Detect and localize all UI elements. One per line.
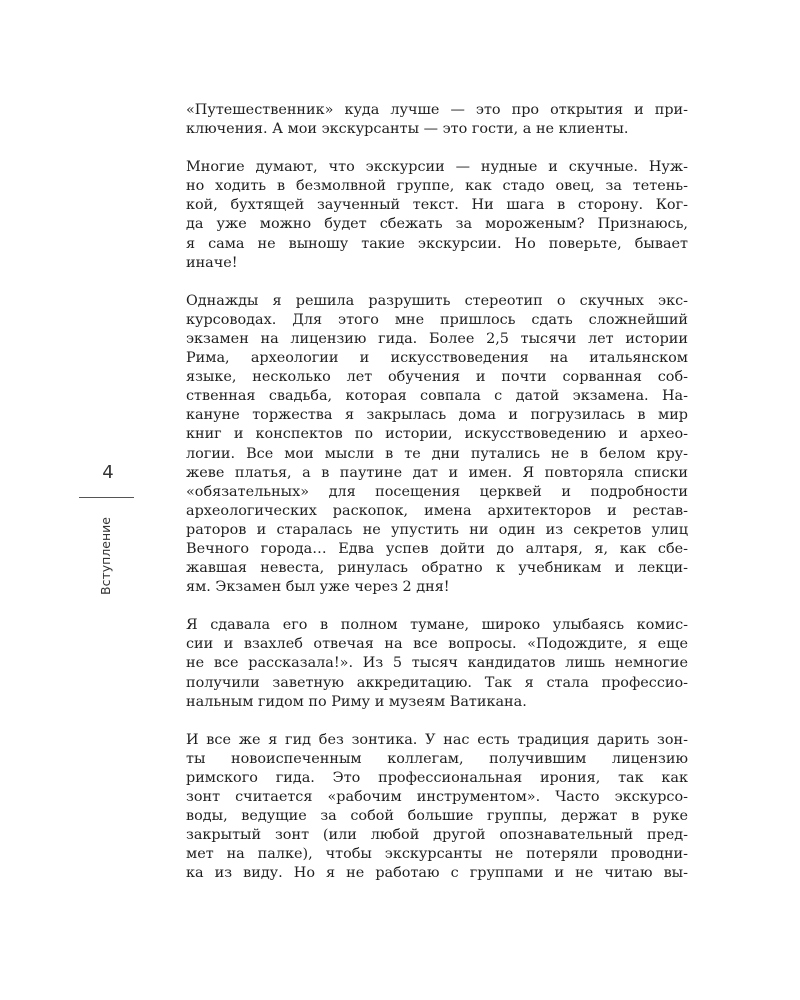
text-line: ключения. А мои экскурсанты — это гости, а не клиенты.: [186, 121, 629, 138]
text-line: курсоводах. Для этого мне пришлось сдать сложнейший: [186, 311, 688, 328]
text-line: сии и взахлеб отвечая на все вопросы. «Подождите, я еще: [186, 636, 688, 653]
text-line: И все же я гид без зонтика. У нас есть традиция дарить зон-: [186, 731, 688, 748]
text-line: я сама не выношу такие экскурсии. Но поверьте, бывает: [186, 235, 688, 252]
text-line: кой, бухтящей заученный текст. Ни шага в сторону. Ког-: [186, 197, 688, 214]
text-line: жеве платья, а в паутине дат и имен. Я повторяла списки: [186, 464, 688, 481]
text-line: Однажды я решила разрушить стереотип о скучных экс-: [186, 292, 688, 309]
text-line: ка из виду. Но я не работаю с группами и не читаю вы-: [186, 865, 688, 882]
text-line: раторов и старалась не упустить ни один из секретов улиц: [186, 521, 688, 538]
text-line: Рима, археологии и искусствоведения на итальянском: [186, 350, 688, 367]
text-line: но ходить в безмолвной группе, как стадо овец, за тетень-: [186, 178, 688, 195]
text-line: языке, несколько лет обучения и почти сорванная соб-: [186, 369, 688, 386]
text-line: Я сдавала его в полном тумане, широко улыбаясь комис-: [186, 617, 688, 634]
text-line: ты новоиспеченным коллегам, получившим лицензию: [186, 750, 688, 767]
text-line: «обязательных» для посещения церквей и подробности: [186, 483, 688, 500]
paragraph: [186, 616, 688, 711]
page-number: 4: [102, 462, 114, 483]
text-line: книг и конспектов по истории, искусствоведению и архео-: [186, 426, 688, 443]
text-line: воды, ведущие за собой большие группы, держат в руке: [186, 808, 688, 825]
text-line: получили заветную аккредитацию. Так я стала профессио-: [186, 674, 688, 691]
text-line: экзамен на лицензию гида. Более 2,5 тысячи лет истории: [186, 330, 688, 347]
paragraph: [186, 101, 688, 139]
text-line: мет на палке), чтобы экскурсанты не потеряли проводни-: [186, 846, 688, 863]
text-line: не все рассказала!». Из 5 тысяч кандидатов лишь немногие: [186, 655, 688, 672]
paragraph: [186, 158, 688, 273]
body-text: [186, 101, 688, 902]
text-line: иначе!: [186, 254, 238, 271]
text-line: закрытый зонт (или любой другой опознавательный пред-: [186, 827, 688, 844]
text-line: ственная свадьба, которая совпала с датой экзамена. На-: [186, 388, 688, 405]
text-line: нальным гидом по Риму и музеям Ватикана.: [186, 693, 527, 710]
text-line: жавшая невеста, ринулась обратно к учебникам и лекци-: [186, 560, 688, 577]
section-label: Вступление: [98, 517, 113, 595]
text-line: зонт считается «рабочим инструментом». Часто экскурсо-: [186, 789, 688, 805]
margin-divider: [79, 497, 134, 498]
text-line: Вечного города… Едва успев дойти до алтаря, я, как сбе-: [186, 540, 688, 557]
text-line: логии. Все мои мысли в те дни путались не в белом кру-: [186, 445, 688, 462]
text-line: римского гида. Это профессиональная ирония, так как: [186, 769, 688, 786]
text-line: да уже можно будет сбежать за мороженым? Признаюсь,: [186, 216, 688, 233]
text-line: «Путешественник» куда лучше — это про открытия и при-: [186, 102, 688, 118]
paragraph: [186, 731, 688, 884]
text-line: ям. Экзамен был уже через 2 дня!: [186, 579, 450, 596]
paragraph: [186, 292, 688, 598]
text-line: археологических раскопок, имена архитекторов и рестав-: [186, 502, 688, 519]
text-line: Многие думают, что экскурсии — нудные и скучные. Нуж-: [186, 159, 688, 176]
text-line: кануне торжества я закрылась дома и погрузилась в мир: [186, 407, 688, 424]
